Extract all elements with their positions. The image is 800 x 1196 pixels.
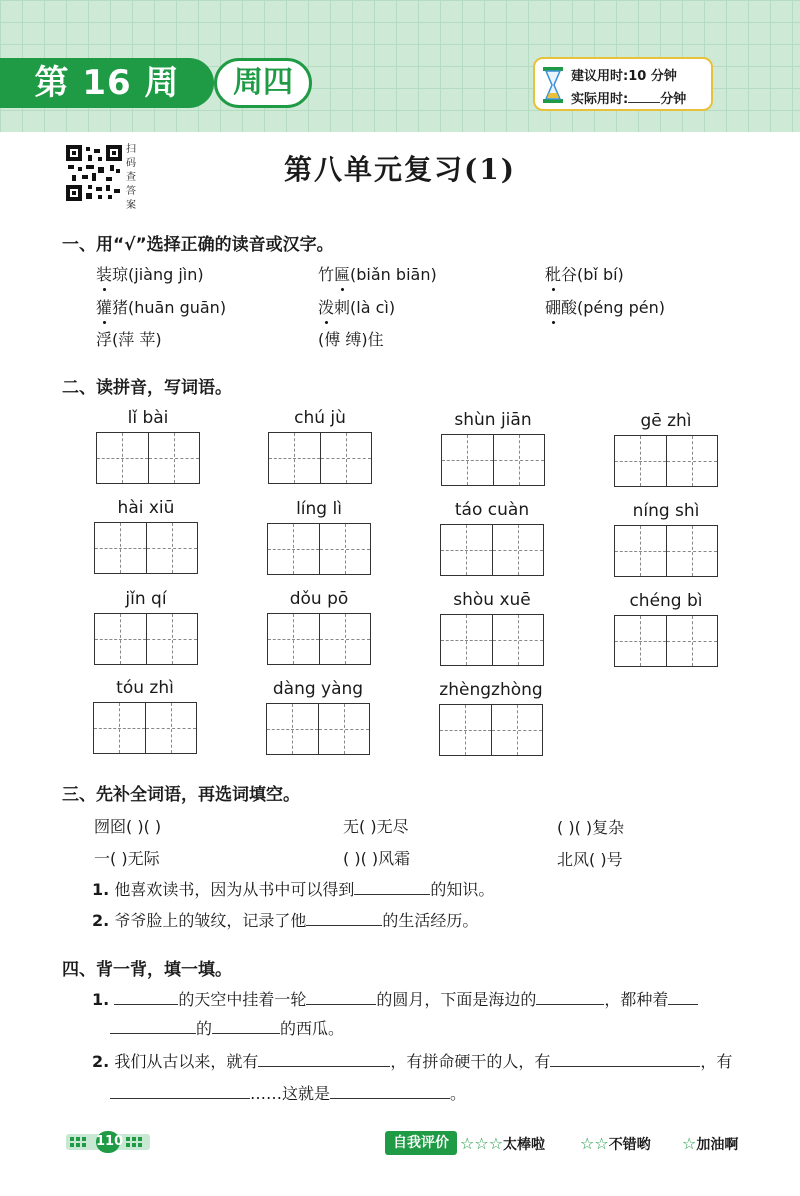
section4-title: 四、背一背，填一填。 [62,960,232,980]
fill-word[interactable]: 囫囵( )( ) [94,817,162,836]
blank[interactable] [110,1082,250,1099]
actual-time-blank[interactable] [628,90,660,103]
fill-word[interactable]: ( )( )复杂 [557,818,625,837]
self-eval-label: 自我评价 [385,1131,457,1155]
rating-great[interactable]: ☆☆☆太棒啦 [460,1134,546,1153]
actual-time-label: 实际用时: [571,92,629,107]
s4-question-1-cont: 的 的西瓜。 [110,1016,344,1039]
blank[interactable] [354,878,430,895]
time-box [533,57,713,111]
blank[interactable] [306,909,382,926]
star-icon: ☆ [682,1134,697,1153]
s1-item[interactable]: (傅 缚)住 [318,330,384,349]
day-label: 周四 [214,58,312,108]
hourglass-icon [541,67,565,103]
rating-try[interactable]: ☆加油啊 [682,1134,739,1153]
star-icon: ☆☆☆ [460,1134,504,1153]
section3-title: 三、先补全词语，再选词填空。 [62,785,300,805]
s3-question-1: 1. 他喜欢读书，因为从书中可以得到 的知识。 [92,880,495,899]
blank[interactable] [258,1050,390,1067]
suggested-time: 建议用时:10 分钟 [571,69,677,84]
s4-question-2: 2. 我们从古以来，就有 ，有拼命硬干的人，有 ，有 [92,1052,733,1071]
s1-item[interactable]: 硼酸(péng pén) [545,295,665,318]
blank[interactable] [306,988,376,1005]
section2-title: 二、读拼音，写词语。 [62,378,232,398]
s4-question-2-cont: ……这就是 。 [110,1081,466,1104]
s1-item[interactable]: 秕谷(bǐ bí) [545,262,624,285]
actual-time-unit: 分钟 [660,92,687,107]
blank[interactable] [212,1017,280,1034]
s1-item[interactable]: 竹匾(biǎn biān) [318,262,437,285]
rating-good[interactable]: ☆☆不错哟 [580,1134,651,1153]
blank[interactable] [330,1082,450,1099]
blank[interactable] [550,1050,700,1067]
star-icon: ☆☆ [580,1134,609,1153]
fill-word[interactable]: 北风( )号 [557,850,623,869]
blank[interactable] [110,1017,196,1034]
week-label: 第 16 周 [0,58,214,108]
actual-time [571,88,686,107]
fill-word[interactable]: 一( )无际 [94,849,160,868]
s1-item[interactable]: 獾猪(huān guān) [96,295,226,318]
header-banner [0,0,800,132]
fill-word[interactable]: 无( )无尽 [343,817,409,836]
blank[interactable] [668,988,698,1005]
s1-item[interactable]: 泼刺(là cì) [318,295,395,318]
s3-question-2: 2. 爷爷脸上的皱纹，记录了他 的生活经历。 [92,911,479,930]
blank[interactable] [114,988,178,1005]
qr-label: 扫 码 查 答 案 [126,144,136,211]
s1-item[interactable]: 装琼(jiàng jìn) [96,262,204,285]
s4-question-1: 1. 的天空中挂着一轮 的圆月，下面是海边的 ，都种着 [92,987,698,1010]
s1-item[interactable]: 浮(萍 苹) [96,330,162,349]
page-number: 110 [96,1131,120,1153]
section1-title: 一、用“√”选择正确的读音或汉字。 [62,235,334,255]
fill-word[interactable]: ( )( )风霜 [343,849,411,868]
page-title: 第八单元复习(1) [284,153,516,186]
blank[interactable] [536,988,604,1005]
